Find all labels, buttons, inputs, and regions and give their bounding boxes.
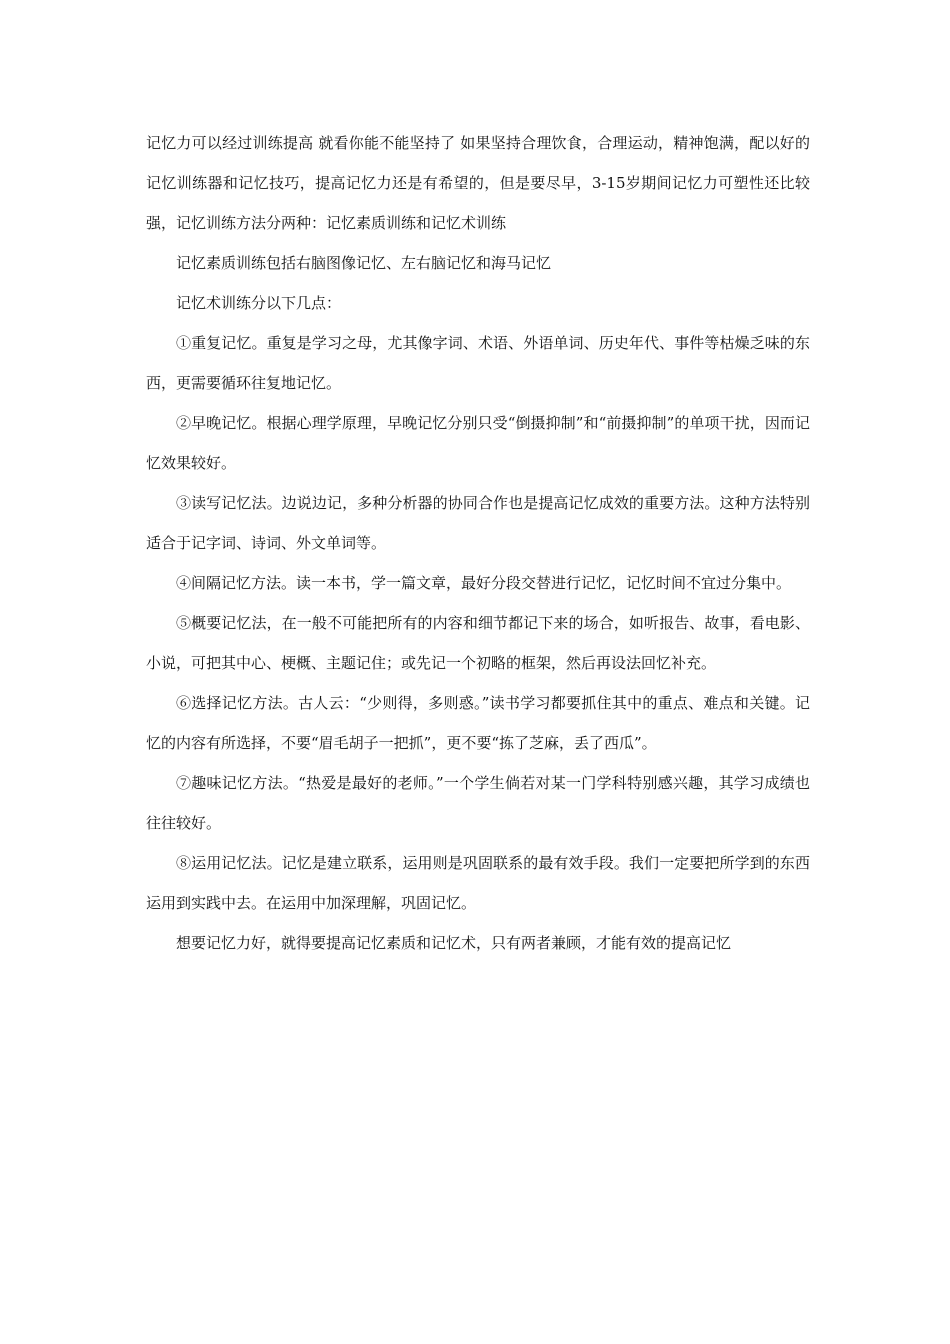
method-item-7: ⑦趣味记忆方法。“热爱是最好的老师。”一个学生倘若对某一门学科特别感兴趣，其学习成绩也往往较好。: [146, 774, 810, 832]
method-item-6: ⑥选择记忆方法。古人云：“少则得，多则惑。”读书学习都要抓住其中的重点、难点和关键。记忆的内容有所选择，不要“眉毛胡子一把抓”，更不要“拣了芝麻，丢了西瓜”。: [146, 694, 810, 752]
method-item-1: ①重复记忆。重复是学习之母，尤其像字词、术语、外语单词、历史年代、事件等枯燥乏味的东西，更需要循环往复地记忆。: [146, 334, 810, 392]
method-item-5: ⑤概要记忆法，在一般不可能把所有的内容和细节都记下来的场合，如听报告、故事，看电影、小说，可把其中心、梗概、主题记住；或先记一个初略的框架，然后再设法回忆补充。: [146, 614, 810, 672]
method-item-4: ④间隔记忆方法。读一本书，学一篇文章，最好分段交替进行记忆，记忆时间不宜过分集中。: [176, 574, 792, 592]
method-item-2: ②早晚记忆。根据心理学原理，早晚记忆分别只受“倒摄抑制”和“前摄抑制”的单项干扰，因而记忆效果较好。: [146, 414, 810, 472]
method-item-3: ③读写记忆法。边说边记，多种分析器的协同合作也是提高记忆成效的重要方法。这种方法特别适合于记字词、诗词、外文单词等。: [146, 494, 810, 552]
memory-quality-paragraph: 记忆素质训练包括右脑图像记忆、左右脑记忆和海马记忆: [176, 254, 552, 272]
intro-paragraph: 记忆力可以经过训练提高 就看你能不能坚持了 如果坚持合理饮食，合理运动，精神饱满，配以好的记忆训练器和记忆技巧，提高记忆力还是有希望的，但是要尽早，3-15岁期间记忆力可塑性还比较强，记忆训练方法分两种：记忆素质训练和记忆术训练: [146, 134, 810, 232]
method-item-8: ⑧运用记忆法。记忆是建立联系，运用则是巩固联系的最有效手段。我们一定要把所学到的东西运用到实践中去。在运用中加深理解，巩固记忆。: [146, 854, 810, 912]
conclusion-paragraph: 想要记忆力好，就得要提高记忆素质和记忆术，只有两者兼顾，才能有效的提高记忆: [176, 934, 732, 952]
memory-technique-heading: 记忆术训练分以下几点：: [176, 294, 342, 312]
document-page: [146, 123, 810, 963]
